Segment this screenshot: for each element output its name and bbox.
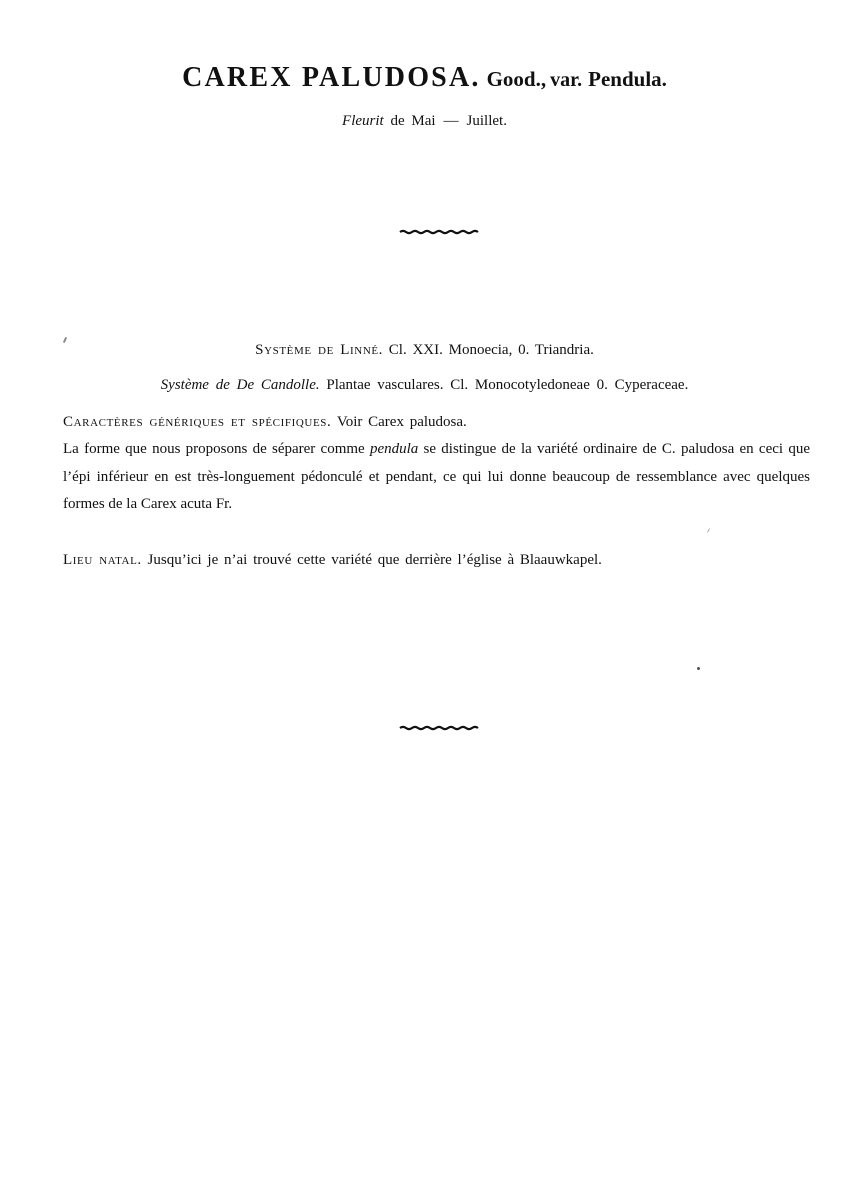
linne-label: Système de Linné. bbox=[255, 342, 384, 358]
candolle-system-line bbox=[0, 376, 849, 394]
characters-line bbox=[63, 413, 467, 431]
description-paragraph bbox=[63, 436, 810, 519]
candolle-classification: Plantae vasculares. Cl. Monocotyledoneae 0. Cyperaceae. bbox=[326, 377, 689, 393]
paper-speck bbox=[697, 667, 700, 670]
flowering-dash: — bbox=[443, 113, 459, 129]
native-place-text: Jusqu’ici je n’ai trouvé cette variété que derrière l’église à Blaauwkapel. bbox=[147, 552, 602, 568]
flowering-period bbox=[0, 113, 849, 130]
flowering-label: Fleurit bbox=[342, 113, 384, 129]
flowering-start: de Mai bbox=[390, 113, 436, 129]
wavy-divider-bottom bbox=[399, 725, 481, 731]
wavy-divider-top bbox=[399, 229, 481, 235]
characters-text: Voir Carex paludosa. bbox=[336, 414, 467, 430]
description-part-2: se distingue de la variété ordinaire de C. paludosa en ceci que l’épi inférieur en est très-longuement pédonculé et pendant, ce qui lui donne beaucoup de ressemblance avec quelques formes de la Carex acuta Fr. bbox=[63, 441, 810, 512]
species-name: CAREX PALUDOSA. bbox=[182, 62, 481, 93]
flowering-end: Juillet. bbox=[466, 113, 507, 129]
page-title bbox=[0, 62, 849, 94]
linne-system-line bbox=[0, 341, 849, 359]
native-place-line bbox=[63, 551, 602, 569]
characters-label: Caractères génériques et spécifiques. bbox=[63, 414, 332, 430]
candolle-label: Système de De Candolle. bbox=[160, 377, 320, 393]
description-part-1: La forme que nous proposons de séparer comme bbox=[63, 441, 370, 457]
variety-name: Pendula. bbox=[588, 67, 667, 91]
description-italic-term: pendula bbox=[369, 441, 419, 457]
linne-classification: Cl. XXI. Monoecia, 0. Triandria. bbox=[388, 342, 594, 358]
variety-label: var. bbox=[550, 69, 583, 91]
paper-speck bbox=[707, 528, 710, 533]
author-abbrev: Good., bbox=[486, 67, 547, 91]
native-place-label: Lieu natal. bbox=[63, 552, 142, 568]
